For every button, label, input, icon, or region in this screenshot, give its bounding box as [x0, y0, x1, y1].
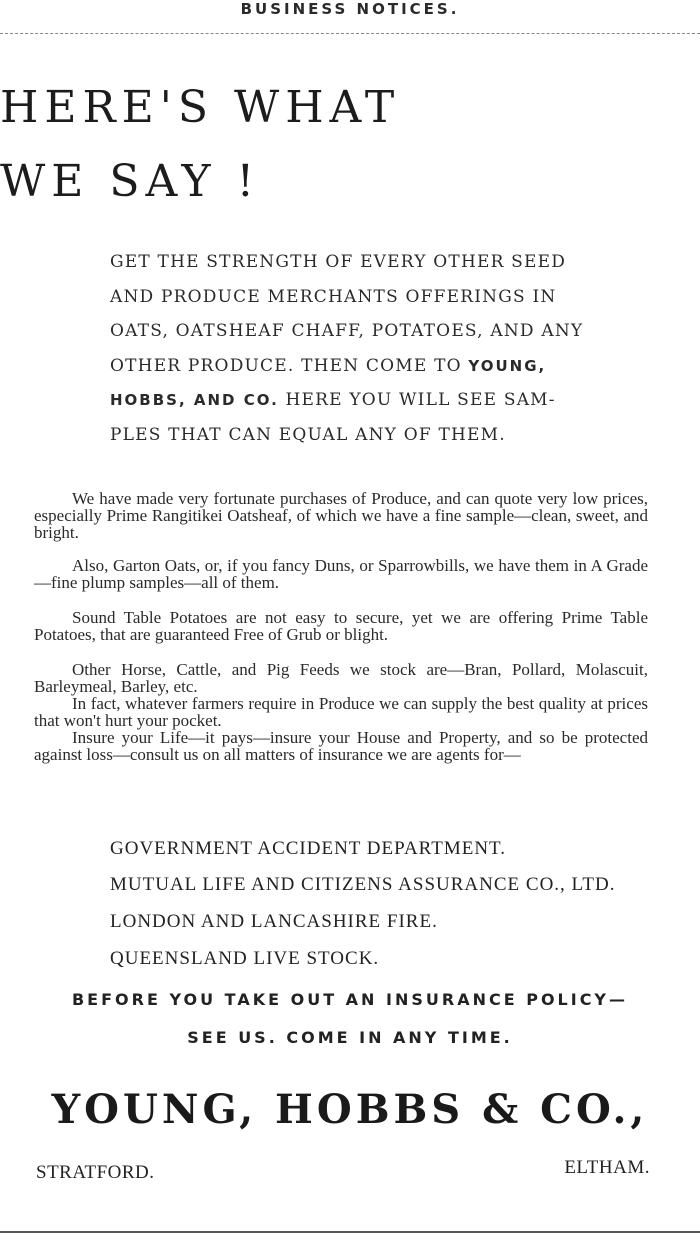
location-eltham: ELTHAM.	[564, 1157, 650, 1178]
intro-line: OATS, OATSHEAF CHAFF, POTATOES, AND ANY	[110, 321, 584, 341]
firm-name: YOUNG, HOBBS & CO.,	[51, 1086, 649, 1133]
intro-line: AND PRODUCE MERCHANTS OFFERINGS IN	[110, 286, 557, 307]
cta-line-2: SEE US. COME IN ANY TIME.	[187, 1028, 513, 1047]
firm-mention: YOUNG,	[468, 356, 547, 375]
section-header: BUSINESS NOTICES.	[240, 0, 460, 18]
top-divider	[0, 33, 700, 34]
intro-text: OTHER PRODUCE. THEN COME TO	[110, 355, 462, 376]
headline-line-2: WE SAY !	[0, 156, 261, 207]
intro-line: PLES THAT CAN EQUAL ANY OF THEM.	[110, 424, 506, 445]
body-text	[34, 490, 648, 763]
intro-paragraph	[110, 245, 610, 452]
paragraph-supply: In fact, whatever farmers require in Produce we can supply the best quality at prices that won't hurt your pocket.	[34, 694, 648, 730]
headline-line-1: HERE'S WHAT	[0, 82, 401, 133]
paragraph-oats: Also, Garton Oats, or, if you fancy Duns, or Sparrowbills, we have them in A Grade—fine plump samples—all of them.	[34, 556, 648, 592]
paragraph-insurance: Insure your Life—it pays—insure your House and Property, and so be protected against loss—consult us on all matters of insurance we are agents for—	[34, 728, 648, 764]
agent-item: LONDON AND LANCASHIRE FIRE.	[110, 911, 438, 932]
cta-line-1: BEFORE YOU TAKE OUT AN INSURANCE POLICY—	[71, 990, 629, 1009]
agent-item: GOVERNMENT ACCIDENT DEPARTMENT.	[110, 838, 506, 859]
paragraph-feeds: Other Horse, Cattle, and Pig Feeds we stock are—Bran, Pollard, Molascuit, Barleymeal, Barley, etc.	[34, 660, 648, 696]
intro-line	[110, 349, 610, 384]
agent-item: QUEENSLAND LIVE STOCK.	[110, 948, 380, 969]
agent-item: MUTUAL LIFE AND CITIZENS ASSURANCE CO., LTD.	[110, 874, 616, 895]
paragraph-purchases: We have made very fortunate purchases of Produce, and can quote very low prices, especially Prime Rangitikei Oatsheaf, of which we have a fine sample—clean, sweet, and bright.	[34, 489, 648, 542]
intro-line	[110, 383, 610, 418]
location-stratford: STRATFORD.	[36, 1162, 155, 1183]
paragraph-potatoes: Sound Table Potatoes are not easy to secure, yet we are offering Prime Table Potatoes, that are guaranteed Free of Grub or blight.	[34, 608, 648, 644]
intro-line: GET THE STRENGTH OF EVERY OTHER SEED	[110, 252, 567, 272]
firm-mention: HOBBS, AND CO.	[110, 391, 279, 409]
bottom-divider	[0, 1231, 700, 1233]
intro-text: HERE YOU WILL SEE SAM-	[285, 390, 556, 410]
